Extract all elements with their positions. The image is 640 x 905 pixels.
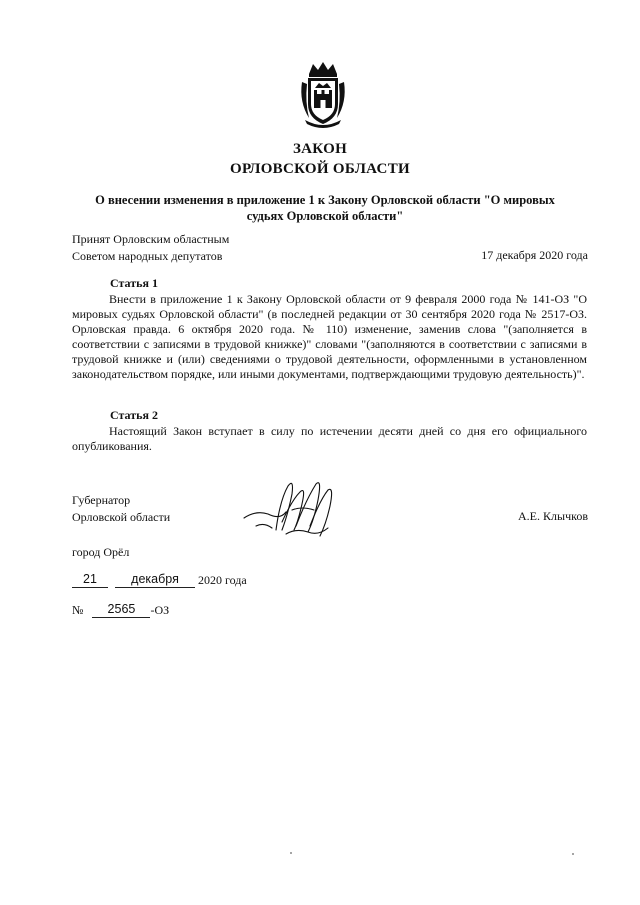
handwritten-signature <box>236 470 346 550</box>
law-title: ЗАКОН <box>292 141 348 157</box>
scan-dot <box>572 853 574 855</box>
law-subject: О внесении изменения в приложение 1 к Закону Орловской области "О мировых судьях Орловской области" <box>95 193 555 223</box>
signing-month: декабря <box>115 572 195 588</box>
adoption-line-1: Принят Орловским областным <box>72 232 230 246</box>
coat-of-arms-emblem <box>299 60 347 128</box>
article-2-heading: Статья 2 <box>110 408 158 422</box>
signing-day: 21 <box>72 572 108 588</box>
article-2-body: Настоящий Закон вступает в силу по истечении десяти дней со дня его официального опубликования. <box>72 424 587 453</box>
signatory-title-line-1: Губернатор <box>72 493 131 507</box>
article-1-heading: Статья 1 <box>110 276 158 290</box>
article-2-text <box>72 424 587 454</box>
adoption-line-2: Советом народных депутатов <box>72 249 223 263</box>
signing-date <box>72 572 247 588</box>
number-value: 2565 <box>92 602 150 618</box>
law-number <box>72 602 169 618</box>
region-title: ОРЛОВСКОЙ ОБЛАСТИ <box>230 161 410 177</box>
adoption-date: 17 декабря 2020 года <box>481 248 588 262</box>
signatory-name: А.Е. Клычков <box>518 509 588 523</box>
signatory-title-line-2: Орловской области <box>72 510 171 524</box>
signatory-title <box>72 492 170 526</box>
number-sign: № <box>72 603 84 617</box>
scan-dot <box>290 852 292 854</box>
article-1-text <box>72 292 587 382</box>
article-1-body: Внести в приложение 1 к Закону Орловской области от 9 февраля 2000 года № 141-ОЗ "О мировых судьях Орловской области" (в последней редакции от 30 сентября 2020 года № 2517-ОЗ. Орловская правда. 6 октября 2020 года. № 110) изменение, заменив слова "(заполняется в соответствии с записями в трудовой книжке)" словами "(заполняются в соответствии с записями в трудовой книжке и (или) сведениями о трудовой деятельности, оформленными в установленном законодательством порядке, или иными документами, подтверждающими трудовую деятельность)". <box>72 292 587 381</box>
adoption-body <box>72 231 229 265</box>
signing-city: город Орёл <box>72 545 130 559</box>
number-suffix: -ОЗ <box>150 603 170 617</box>
signing-year: 2020 года <box>198 573 247 587</box>
